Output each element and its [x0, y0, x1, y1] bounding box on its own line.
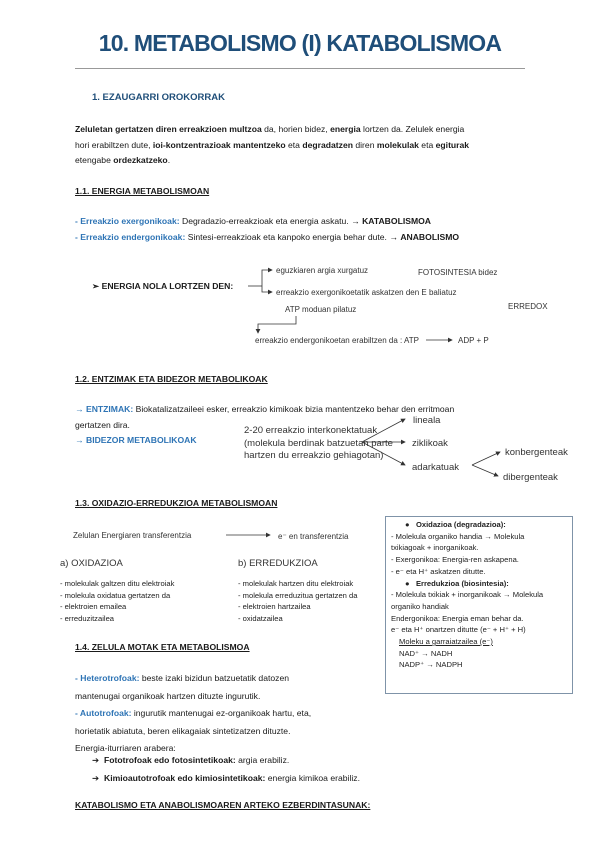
oxidation-list: - molekulak galtzen ditu elektroiak - molekula oxidatua gertatzen da - elektroien emailea - erreduzitzailea	[60, 579, 175, 623]
arrow-divergent	[472, 465, 498, 476]
oxidation-title: a) OXIDAZIOA	[60, 558, 123, 569]
pathways-label: → BIDEZOR METABOLIKOAK	[75, 435, 197, 445]
footer-heading: KATABOLISMO ETA ANABOLISMOAREN ARTEKO EZBERDINTASUNAK:	[75, 800, 371, 810]
arrow-branched	[362, 442, 405, 465]
endergonic-line: - Erreakzio endergonikoak: Sintesi-erreakzioak eta kanpoko energia behar dute. → ANABOLISMO	[75, 232, 460, 242]
page-title: 10. METABOLISMO (I) KATABOLISMOA	[98, 30, 502, 56]
reduction-list: - molekulak hartzen ditu elektroiak - molekula erreduzitua gertatzen da - elektroien hartzailea - oxidatzailea	[238, 579, 358, 623]
pathways-note: 2-20 erreakzio interkonektatuak (molekula berdinak batzuetan parte hartzen du erreakzio gehiagotan)	[244, 425, 393, 461]
energy-heading: ➢ ENERGIA NOLA LORTZEN DEN:	[92, 281, 234, 291]
right-arrow-icon: ➔	[92, 755, 100, 765]
transfer-left: Zelulan Energiaren transferentzia	[73, 531, 192, 540]
arrow-sunlight	[262, 270, 272, 286]
pathway-cyclic: ziklikoak	[412, 438, 448, 449]
arrow-linear	[362, 419, 405, 442]
arrow-convergent	[472, 452, 500, 465]
note-adp: ADP + P	[458, 336, 489, 345]
transfer-right: e⁻ en transferentzia	[278, 532, 349, 541]
section-1-4-heading: 1.4. ZELULA MOTAK ETA METABOLISMOA	[75, 642, 250, 652]
pathway-linear: lineala	[413, 415, 441, 426]
note-atp-storage: ATP moduan pilatuz	[285, 305, 357, 314]
pathway-branched: adarkatuak	[412, 462, 460, 473]
intro-paragraph: Zeluletan gertatzen diren erreakzioen multzoa da, horien bidez, energia lortzen da. Zelulek energia hori erabiltzen dute, ioi-kontzentrazioak mantentzeko eta degradatzen diren molekulak eta egiturak etengabe ordezkatzeko.	[75, 124, 470, 165]
section-1-2-heading: 1.2. ENTZIMAK ETA BIDEZOR METABOLIKOAK	[75, 374, 268, 384]
note-exergonic-energy: erreakzio exergonikoetatik askatzen den E baliatuz	[276, 288, 457, 297]
right-arrow-icon: ➔	[92, 772, 100, 783]
exergonic-line: - Erreakzio exergonikoak: Degradazio-erreakzioak eta energia askatu. → KATABOLISMOA	[75, 216, 431, 226]
note-redox: ERREDOX	[508, 302, 548, 311]
energy-source-list: ➔ Fototrofoak edo fotosintetikoak: argia erabiliz. ➔ Kimioautotrofoak edo kimiosintetikoak: energia kimikoa erabiliz.	[92, 755, 360, 783]
enzymes-line-2: gertatzen dira.	[75, 420, 130, 430]
redox-summary-content: ● Oxidazioa (degradazioa): - Molekula organiko handia → Molekula txikiagoak + inorganikoak. - Exergonikoa: Energia-ren askapena. - e⁻ eta H⁺ askatzen ditutte. ● Erredukzioa (biosintesia): - Molekula txikiak + inorganikoak → Molekula organiko handiak Endergonikoa: Energia eman behar da. e⁻ eta H⁺ onartzen ditutte (e⁻ + H⁺ + H) Moleku a garraiatzailea (e⁻) NAD⁺ → NADH NADP⁺ → NADPH	[391, 520, 544, 670]
section-1-3-heading: 1.3. OXIDAZIO-ERREDUKZIOA METABOLISMOAN	[75, 498, 278, 508]
reduction-title: b) ERREDUKZIOA	[238, 558, 318, 569]
section-1-heading: 1. EZAUGARRI OROKORRAK	[92, 92, 226, 103]
arrow-exergonic	[262, 286, 272, 292]
pathway-convergent: konbergenteak	[505, 447, 568, 458]
cell-types-paragraph: - Heterotrofoak: beste izaki bizidun batzuetatik datozen mantenugai organikoak hartzen dituzte ingurutik. - Autotrofoak: ingurutik mantenugai ez-organikoak hartu, eta, horietatik abiatuta, beren elikagaiak sintetizatzen dituzte. Energia-iturriaren arabera:	[75, 673, 312, 753]
bullet-icon: ●	[405, 578, 410, 588]
bullet-icon: ●	[405, 520, 410, 529]
arrow-atp-down	[258, 316, 296, 333]
note-photosynthesis: FOTOSINTESIA bidez	[418, 268, 498, 277]
enzymes-line: → ENTZIMAK: Biokatalizatzaileei esker, erreakzio kimikoak bizia mantentzeko behar den erritmoan	[75, 404, 455, 414]
note-endergonic-atp: erreakzio endergonikoetan erabiltzen da : ATP	[255, 336, 419, 345]
pathway-divergent: dibergenteak	[503, 472, 558, 483]
section-1-1-heading: 1.1. ENERGIA METABOLISMOAN	[75, 186, 210, 196]
note-sunlight: eguzkiaren argia xurgatuz	[276, 266, 369, 275]
